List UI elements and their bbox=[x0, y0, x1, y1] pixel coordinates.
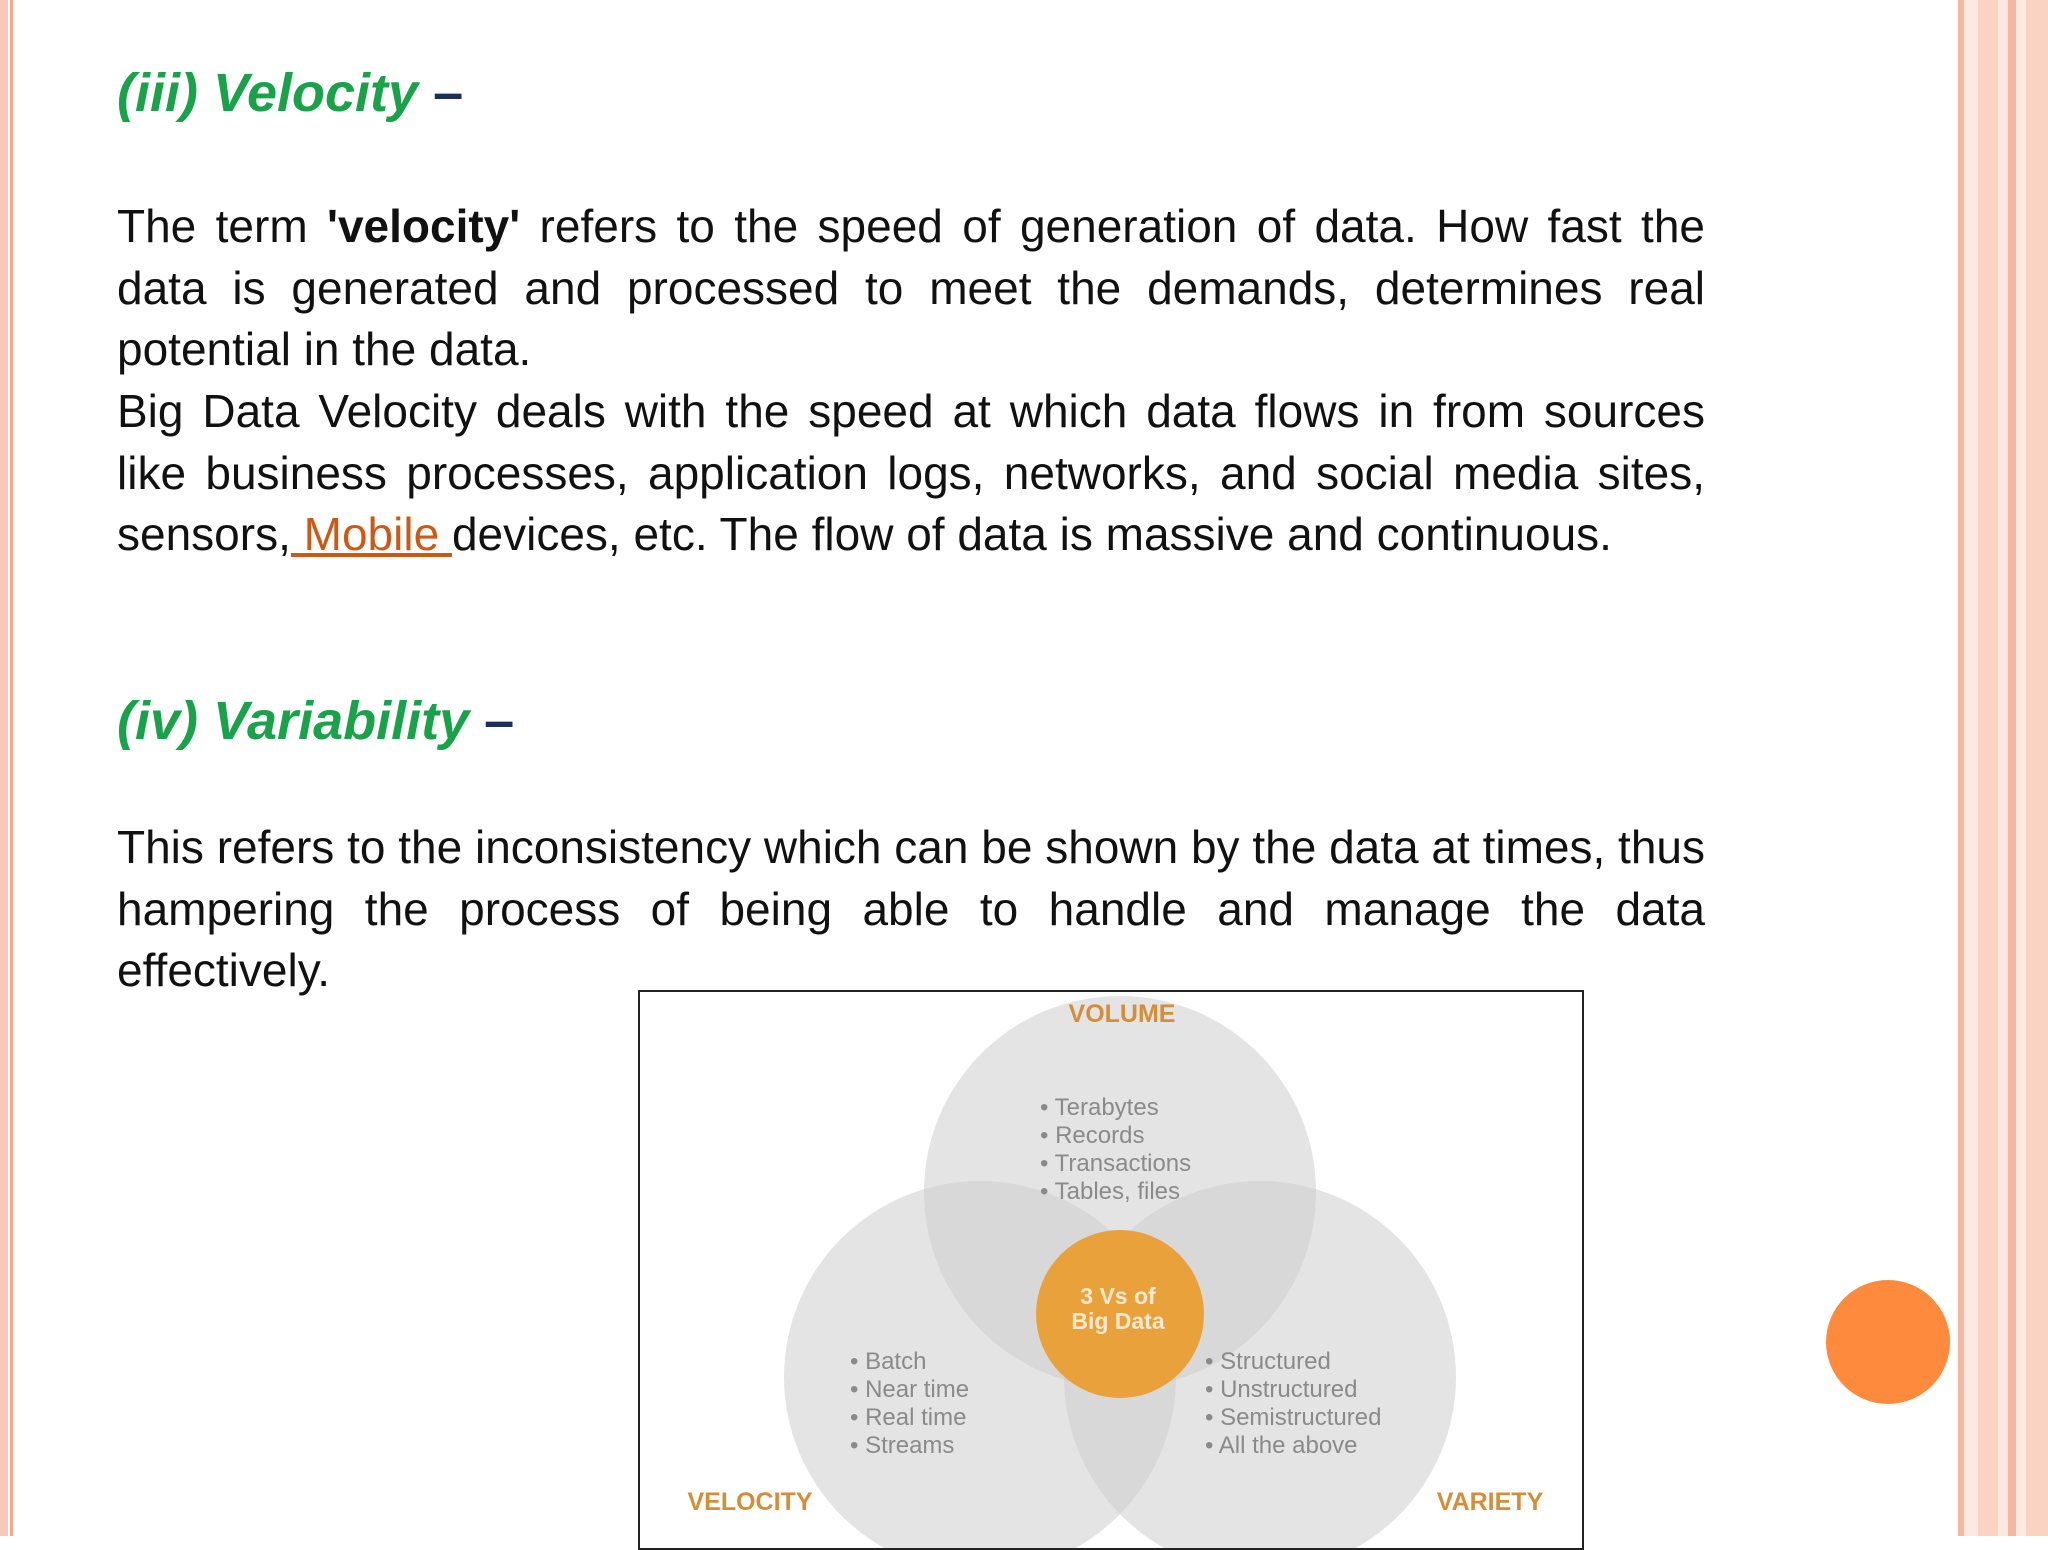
variety-item: • Unstructured bbox=[1205, 1376, 1358, 1403]
velocity-heading-text: (iii) Velocity bbox=[117, 63, 419, 123]
velocity-sources-paragraph bbox=[117, 381, 1705, 566]
three-vs-venn-diagram bbox=[638, 990, 1584, 1550]
left-frame-border bbox=[0, 0, 16, 1536]
venn-svg bbox=[640, 992, 1582, 1548]
velocity-definition-paragraph bbox=[117, 196, 1705, 381]
right-frame-band-2 bbox=[1978, 0, 1998, 1536]
velocity-sources-before: Big Data Velocity deals with the speed at which data flows in from sources like business processes, application logs, networks, and social media sites, sensors, bbox=[117, 385, 1705, 560]
variety-label: VARIETY bbox=[1436, 1488, 1544, 1516]
variability-heading-dash: – bbox=[469, 691, 515, 751]
volume-item: • Transactions bbox=[1040, 1150, 1192, 1177]
volume-label: VOLUME bbox=[1068, 1000, 1176, 1028]
velocity-label: VELOCITY bbox=[687, 1488, 813, 1516]
right-frame-border bbox=[1958, 0, 2048, 1536]
left-frame-band-inner bbox=[10, 0, 13, 1536]
right-frame-band-1 bbox=[1958, 0, 1964, 1536]
velocity-item: • Batch bbox=[850, 1348, 927, 1375]
velocity-def-before: The term bbox=[117, 200, 327, 252]
volume-item: • Records bbox=[1040, 1122, 1145, 1149]
volume-item: • Tables, files bbox=[1040, 1178, 1181, 1205]
velocity-item: • Streams bbox=[850, 1432, 955, 1459]
velocity-item: • Near time bbox=[850, 1376, 970, 1403]
variability-heading-text: (iv) Variability bbox=[117, 691, 470, 751]
right-frame-band-4 bbox=[2026, 0, 2048, 1536]
mobile-link[interactable]: Mobile bbox=[290, 508, 452, 560]
center-label-line2: Big Data bbox=[1071, 1308, 1165, 1334]
velocity-def-after: refers to the speed of generation of data. How fast the data is generated and processed to meet the demands, determines real potential in the data. bbox=[117, 200, 1705, 375]
left-frame-band-outer bbox=[0, 0, 8, 1536]
velocity-sources-after: devices, etc. The flow of data is massive and continuous. bbox=[451, 508, 1612, 560]
velocity-term: 'velocity' bbox=[327, 200, 521, 252]
velocity-heading bbox=[117, 64, 463, 123]
center-label-line1: 3 Vs of bbox=[1080, 1283, 1156, 1309]
velocity-item: • Real time bbox=[850, 1404, 967, 1431]
variety-item: • All the above bbox=[1205, 1432, 1358, 1459]
variety-item: • Semistructured bbox=[1205, 1404, 1382, 1431]
decorative-orange-circle bbox=[1826, 1280, 1950, 1404]
volume-item: • Terabytes bbox=[1040, 1094, 1159, 1121]
variety-item: • Structured bbox=[1205, 1348, 1331, 1375]
right-frame-band-3 bbox=[2008, 0, 2016, 1536]
variability-heading bbox=[117, 692, 514, 751]
variability-paragraph: This refers to the inconsistency which can be shown by the data at times, thus hampering the process of being able to handle and manage the data effectively. bbox=[117, 821, 1705, 996]
velocity-heading-dash: – bbox=[418, 63, 464, 123]
